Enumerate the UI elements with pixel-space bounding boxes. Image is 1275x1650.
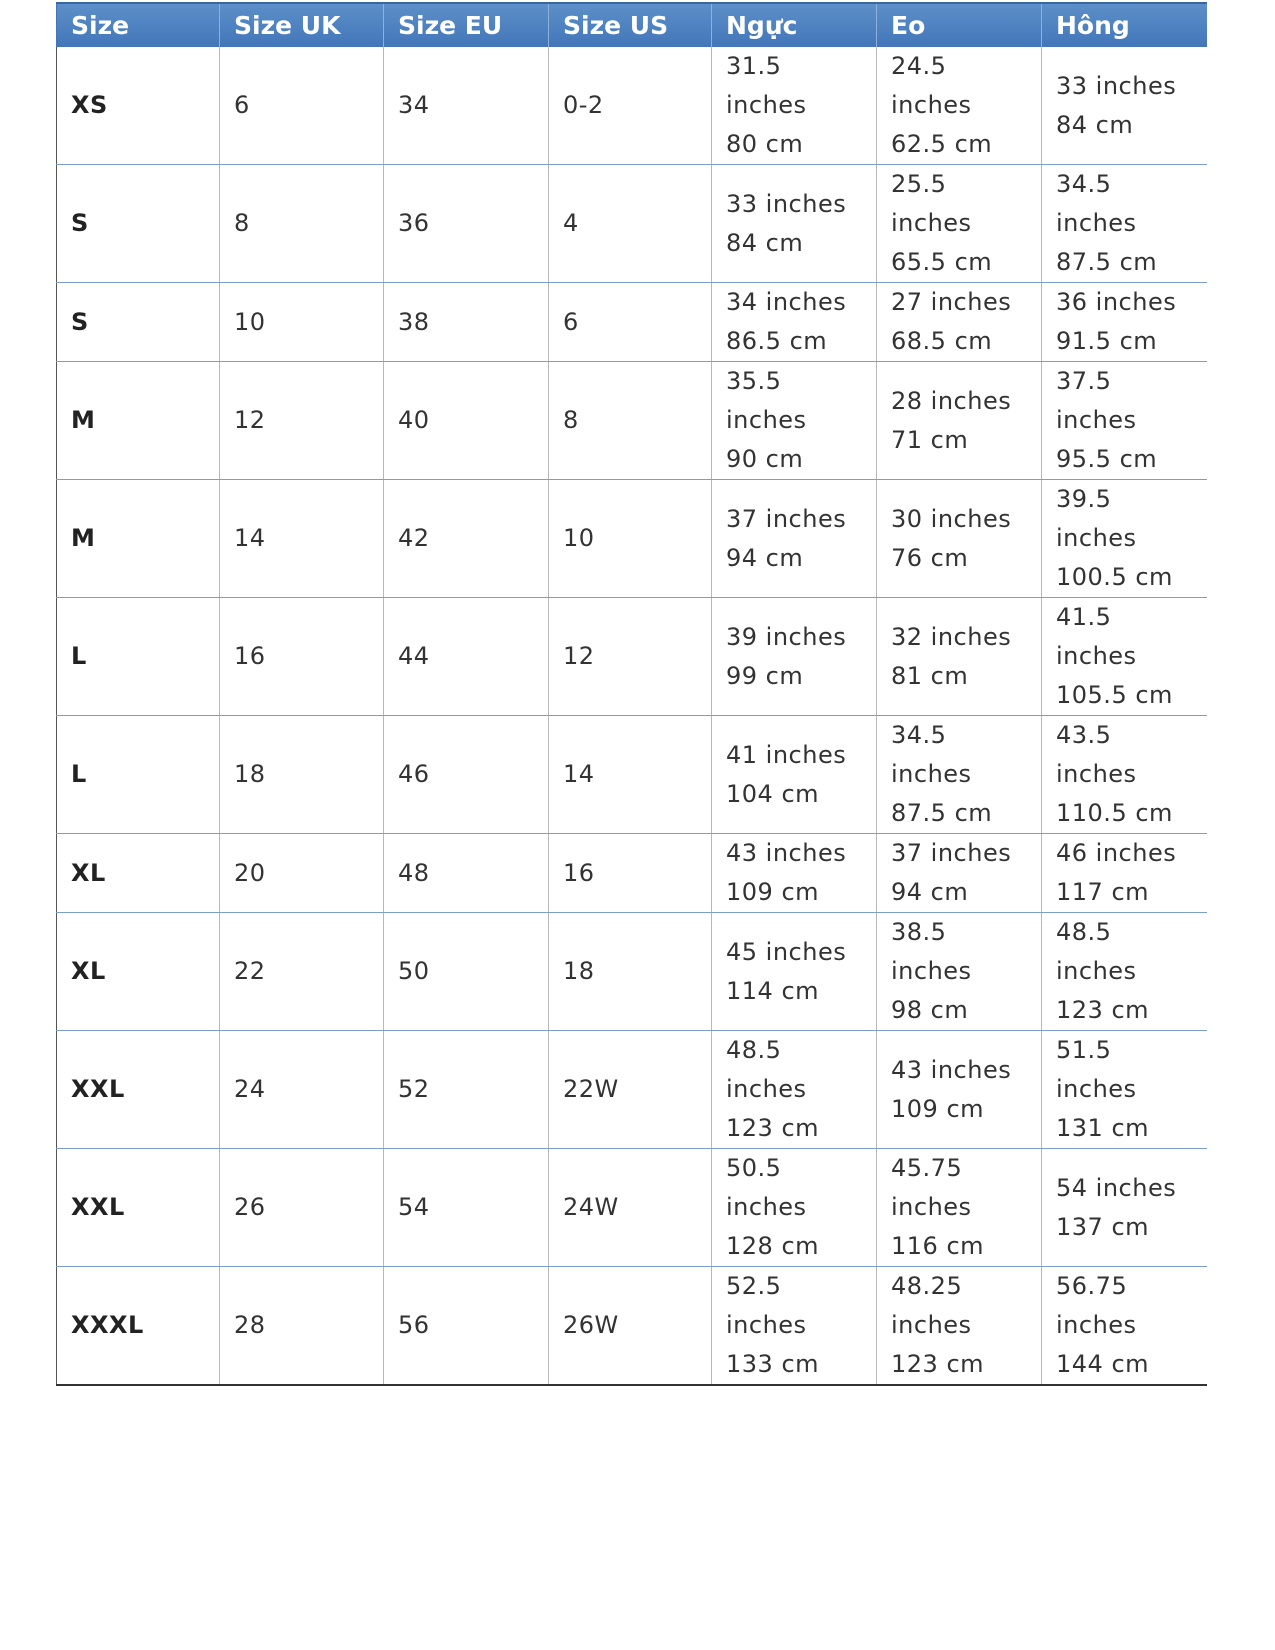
cell-size-uk: 20: [220, 834, 384, 913]
cell-size-uk: 22: [220, 913, 384, 1031]
cell-size-uk: 8: [220, 165, 384, 283]
cell-hong: [1042, 716, 1207, 834]
cell-size: XXXL: [57, 1267, 220, 1386]
cell-line: 84 cm: [1056, 110, 1134, 139]
cell-line: 81 cm: [891, 661, 969, 690]
cell-line: 71 cm: [891, 425, 969, 454]
cell-eo: [877, 598, 1042, 716]
table-row: [57, 165, 1207, 283]
cell-size-us: 16: [549, 834, 712, 913]
cell-line: 68.5 cm: [891, 327, 993, 355]
cell-line: inches: [1056, 1075, 1137, 1103]
cell-line: 86.5 cm: [726, 327, 828, 355]
header-row: [57, 3, 1207, 47]
table-row: [57, 716, 1207, 834]
cell-line: 131 cm: [1056, 1114, 1150, 1142]
cell-line: 104 cm: [726, 779, 820, 808]
cell-size: XXL: [57, 1149, 220, 1267]
cell-line: inches: [1056, 1311, 1137, 1339]
cell-line: inches: [726, 1193, 807, 1221]
cell-hong: [1042, 1267, 1207, 1386]
cell-nguc: [712, 283, 877, 362]
cell-nguc: [712, 165, 877, 283]
cell-size-eu: 36: [384, 165, 549, 283]
table-row: [57, 480, 1207, 598]
cell-line: inches: [891, 760, 972, 788]
cell-line: inches: [1056, 524, 1137, 552]
table-header: [57, 3, 1207, 47]
cell-line: inches: [891, 91, 972, 119]
cell-line: 109 cm: [891, 1094, 985, 1123]
cell-line: 98 cm: [891, 996, 969, 1024]
cell-line: 39.5: [1056, 485, 1112, 513]
cell-line: 100.5 cm: [1056, 563, 1173, 591]
cell-hong: [1042, 834, 1207, 913]
cell-eo: [877, 283, 1042, 362]
cell-nguc: [712, 1267, 877, 1386]
cell-size-uk: 10: [220, 283, 384, 362]
cell-nguc: [712, 716, 877, 834]
cell-line: 38.5: [891, 918, 947, 946]
cell-size-eu: 40: [384, 362, 549, 480]
cell-size: M: [57, 480, 220, 598]
cell-eo: [877, 1149, 1042, 1267]
cell-eo: [877, 1031, 1042, 1149]
cell-line: 56.75: [1056, 1272, 1128, 1300]
cell-line: 48.25: [891, 1272, 963, 1300]
cell-size: XXL: [57, 1031, 220, 1149]
cell-line: inches: [726, 1311, 807, 1339]
cell-line: 41.5: [1056, 603, 1112, 631]
header-nguc: Ngực: [712, 3, 877, 47]
cell-size-uk: 24: [220, 1031, 384, 1149]
cell-line: 46 inches: [1056, 839, 1177, 867]
cell-eo: [877, 834, 1042, 913]
cell-nguc: [712, 47, 877, 165]
cell-line: 37.5: [1056, 367, 1112, 395]
cell-line: 123 cm: [891, 1350, 985, 1378]
cell-line: 62.5 cm: [891, 130, 993, 158]
cell-line: 65.5 cm: [891, 248, 993, 276]
cell-line: 50.5: [726, 1154, 782, 1182]
cell-size: M: [57, 362, 220, 480]
cell-line: 36 inches: [1056, 288, 1177, 316]
cell-nguc: [712, 1149, 877, 1267]
cell-line: 45.75: [891, 1154, 963, 1182]
cell-size-eu: 38: [384, 283, 549, 362]
cell-size: S: [57, 165, 220, 283]
cell-line: inches: [891, 957, 972, 985]
cell-nguc: [712, 1031, 877, 1149]
cell-line: inches: [891, 1311, 972, 1339]
cell-size-eu: 56: [384, 1267, 549, 1386]
cell-line: 43 inches: [891, 1055, 1012, 1084]
cell-size-us: 14: [549, 716, 712, 834]
cell-line: 76 cm: [891, 543, 969, 572]
cell-size-uk: 28: [220, 1267, 384, 1386]
header-size-eu: Size EU: [384, 3, 549, 47]
cell-size-eu: 50: [384, 913, 549, 1031]
table-row: [57, 598, 1207, 716]
cell-nguc: [712, 362, 877, 480]
cell-line: 94 cm: [726, 543, 804, 572]
cell-size-us: 18: [549, 913, 712, 1031]
cell-line: 31.5: [726, 52, 782, 80]
cell-line: 137 cm: [1056, 1212, 1150, 1241]
cell-line: 32 inches: [891, 622, 1012, 651]
header-hong: Hông: [1042, 3, 1207, 47]
cell-nguc: [712, 480, 877, 598]
header-size-uk: Size UK: [220, 3, 384, 47]
cell-size: S: [57, 283, 220, 362]
cell-line: 43 inches: [726, 839, 847, 867]
cell-line: 99 cm: [726, 661, 804, 690]
cell-line: 34.5: [1056, 170, 1112, 198]
cell-line: 34 inches: [726, 288, 847, 316]
cell-size-uk: 6: [220, 47, 384, 165]
cell-line: 28 inches: [891, 386, 1012, 415]
cell-hong: [1042, 165, 1207, 283]
cell-size-eu: 42: [384, 480, 549, 598]
cell-size-us: 4: [549, 165, 712, 283]
cell-hong: [1042, 283, 1207, 362]
cell-line: 110.5 cm: [1056, 799, 1173, 827]
cell-size: XL: [57, 913, 220, 1031]
cell-line: 34.5: [891, 721, 947, 749]
cell-size-uk: 14: [220, 480, 384, 598]
cell-line: 30 inches: [891, 504, 1012, 533]
cell-size: L: [57, 716, 220, 834]
table-row: [57, 1149, 1207, 1267]
cell-line: 24.5: [891, 52, 947, 80]
cell-eo: [877, 913, 1042, 1031]
cell-size-uk: 18: [220, 716, 384, 834]
cell-size-uk: 16: [220, 598, 384, 716]
cell-line: inches: [1056, 760, 1137, 788]
size-chart-table: [56, 2, 1207, 1386]
header-eo: Eo: [877, 3, 1042, 47]
cell-line: 116 cm: [891, 1232, 985, 1260]
cell-line: inches: [1056, 209, 1137, 237]
cell-size: XS: [57, 47, 220, 165]
cell-size-us: 10: [549, 480, 712, 598]
cell-nguc: [712, 834, 877, 913]
cell-eo: [877, 480, 1042, 598]
cell-hong: [1042, 480, 1207, 598]
cell-line: 123 cm: [1056, 996, 1150, 1024]
cell-line: 33 inches: [1056, 71, 1177, 100]
cell-eo: [877, 716, 1042, 834]
table-row: [57, 1031, 1207, 1149]
cell-line: 117 cm: [1056, 878, 1150, 906]
cell-line: 25.5: [891, 170, 947, 198]
cell-hong: [1042, 913, 1207, 1031]
cell-hong: [1042, 1031, 1207, 1149]
table-row: [57, 1267, 1207, 1386]
cell-line: 37 inches: [891, 839, 1012, 867]
table-body: [57, 47, 1207, 1385]
cell-line: 95.5 cm: [1056, 445, 1158, 473]
cell-line: inches: [1056, 406, 1137, 434]
cell-nguc: [712, 598, 877, 716]
cell-line: 35.5: [726, 367, 782, 395]
cell-line: 144 cm: [1056, 1350, 1150, 1378]
cell-size-uk: 12: [220, 362, 384, 480]
cell-line: 48.5: [726, 1036, 782, 1064]
cell-eo: [877, 362, 1042, 480]
cell-line: 87.5 cm: [891, 799, 993, 827]
cell-line: 105.5 cm: [1056, 681, 1173, 709]
cell-line: 87.5 cm: [1056, 248, 1158, 276]
cell-line: 80 cm: [726, 130, 804, 158]
cell-size-eu: 44: [384, 598, 549, 716]
cell-line: 94 cm: [891, 878, 969, 906]
cell-hong: [1042, 362, 1207, 480]
cell-line: 33 inches: [726, 189, 847, 218]
cell-hong: [1042, 47, 1207, 165]
cell-line: 54 inches: [1056, 1173, 1177, 1202]
cell-line: 45 inches: [726, 937, 847, 966]
cell-size-eu: 52: [384, 1031, 549, 1149]
cell-size-uk: 26: [220, 1149, 384, 1267]
table-row: [57, 362, 1207, 480]
cell-line: 128 cm: [726, 1232, 820, 1260]
cell-size: L: [57, 598, 220, 716]
header-size-us: Size US: [549, 3, 712, 47]
cell-line: 37 inches: [726, 504, 847, 533]
cell-size-us: 26W: [549, 1267, 712, 1386]
cell-size-eu: 48: [384, 834, 549, 913]
cell-line: 91.5 cm: [1056, 327, 1158, 355]
cell-eo: [877, 1267, 1042, 1386]
cell-line: inches: [891, 209, 972, 237]
cell-line: 51.5: [1056, 1036, 1112, 1064]
table-row: [57, 834, 1207, 913]
table-row: [57, 47, 1207, 165]
cell-line: inches: [726, 91, 807, 119]
cell-size-eu: 34: [384, 47, 549, 165]
table-row: [57, 283, 1207, 362]
cell-line: 114 cm: [726, 976, 820, 1005]
cell-size: XL: [57, 834, 220, 913]
cell-line: inches: [726, 406, 807, 434]
cell-line: 90 cm: [726, 445, 804, 473]
cell-nguc: [712, 913, 877, 1031]
cell-size-us: 8: [549, 362, 712, 480]
cell-line: 109 cm: [726, 878, 820, 906]
cell-hong: [1042, 598, 1207, 716]
cell-line: 41 inches: [726, 740, 847, 769]
cell-size-us: 24W: [549, 1149, 712, 1267]
cell-size-eu: 54: [384, 1149, 549, 1267]
cell-line: inches: [726, 1075, 807, 1103]
cell-line: 48.5: [1056, 918, 1112, 946]
cell-size-eu: 46: [384, 716, 549, 834]
cell-line: 43.5: [1056, 721, 1112, 749]
table-row: [57, 913, 1207, 1031]
cell-eo: [877, 165, 1042, 283]
cell-line: 133 cm: [726, 1350, 820, 1378]
cell-size-us: 12: [549, 598, 712, 716]
cell-line: 123 cm: [726, 1114, 820, 1142]
cell-line: 39 inches: [726, 622, 847, 651]
cell-eo: [877, 47, 1042, 165]
cell-line: inches: [891, 1193, 972, 1221]
cell-line: 84 cm: [726, 228, 804, 257]
cell-line: inches: [1056, 957, 1137, 985]
header-size: Size: [57, 3, 220, 47]
cell-size-us: 22W: [549, 1031, 712, 1149]
cell-line: 52.5: [726, 1272, 782, 1300]
cell-hong: [1042, 1149, 1207, 1267]
cell-size-us: 6: [549, 283, 712, 362]
cell-size-us: 0-2: [549, 47, 712, 165]
cell-line: 27 inches: [891, 288, 1012, 316]
cell-line: inches: [1056, 642, 1137, 670]
